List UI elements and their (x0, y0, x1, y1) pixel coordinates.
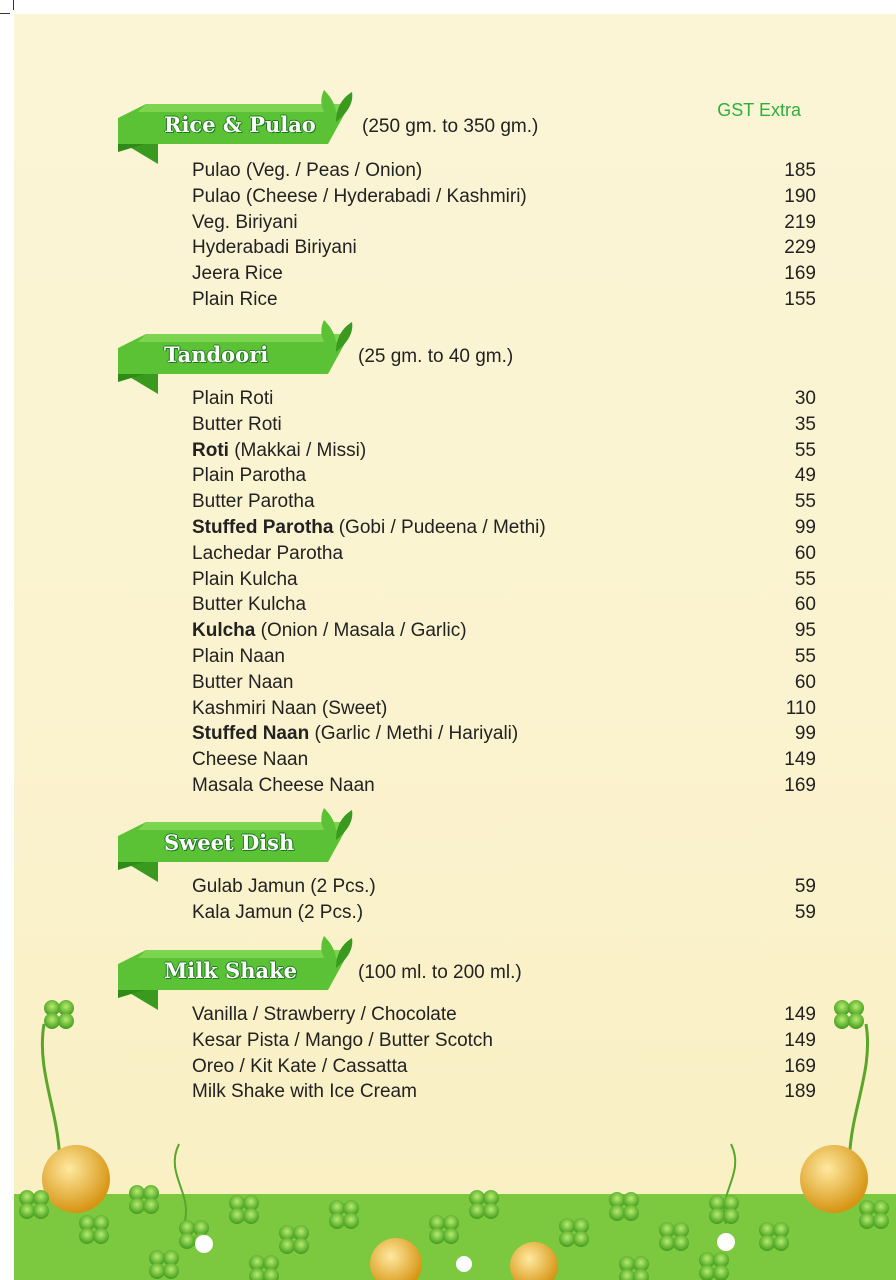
item-price: 190 (784, 185, 816, 207)
item-name: Kulcha (Onion / Masala / Garlic) (192, 620, 467, 642)
item-price: 55 (794, 568, 816, 590)
item-name: Butter Kulcha (192, 594, 307, 616)
menu-item (118, 696, 816, 722)
menu-item (118, 1079, 816, 1105)
item-name: Plain Naan (192, 645, 285, 667)
item-name: Butter Naan (192, 671, 294, 693)
item-name: Plain Kulcha (192, 568, 298, 590)
menu-item (118, 261, 816, 287)
item-name: Roti (Makkai / Missi) (192, 439, 367, 461)
item-price: 55 (794, 491, 816, 513)
menu-item (118, 773, 816, 799)
menu-item (118, 489, 816, 515)
leaf-icon (316, 806, 356, 842)
crop-mark (0, 13, 10, 14)
item-price: 55 (794, 439, 816, 461)
item-name: Pulao (Veg. / Peas / Onion) (192, 160, 423, 181)
section-tandoori (118, 320, 816, 799)
menu-item (118, 1054, 816, 1080)
item-price: 99 (794, 723, 816, 745)
menu-item (118, 670, 816, 696)
item-price: 30 (794, 388, 816, 409)
menu-item-list (118, 158, 816, 313)
leaf-icon (316, 934, 356, 970)
item-price: 59 (794, 876, 816, 897)
item-price: 169 (784, 1055, 816, 1077)
menu-item (118, 438, 816, 464)
leaf-icon (316, 318, 356, 354)
menu-item (118, 900, 816, 926)
item-name: Butter Roti (192, 413, 282, 435)
section-banner (118, 90, 368, 150)
menu-item (118, 158, 816, 184)
item-name: Milk Shake with Ice Cream (192, 1081, 417, 1103)
item-name: Jeera Rice (192, 263, 283, 285)
item-name: Plain Roti (192, 388, 274, 409)
item-name: Plain Rice (192, 288, 278, 310)
item-name: Vanilla / Strawberry / Chocolate (192, 1004, 457, 1025)
item-price: 155 (784, 288, 816, 310)
menu-item (118, 592, 816, 618)
menu-item (118, 412, 816, 438)
item-price: 185 (784, 160, 816, 181)
item-name: Oreo / Kit Kate / Cassatta (192, 1055, 408, 1077)
item-name: Plain Parotha (192, 465, 307, 487)
menu-item (118, 567, 816, 593)
item-price: 60 (794, 594, 816, 616)
menu-item (118, 747, 816, 773)
item-price: 219 (784, 211, 816, 233)
menu-item (118, 184, 816, 210)
menu-item (118, 287, 816, 313)
item-name: Kesar Pista / Mango / Butter Scotch (192, 1029, 493, 1051)
menu-item (118, 463, 816, 489)
menu-item (118, 1028, 816, 1054)
item-price: 149 (784, 1029, 816, 1051)
section-milk-shake (118, 936, 816, 1105)
menu-item-list (118, 386, 816, 799)
item-price: 59 (794, 901, 816, 923)
gst-note: GST Extra (717, 100, 801, 120)
menu-page (14, 14, 896, 1280)
section-title: Rice & Pulao (164, 112, 316, 137)
item-price: 169 (784, 263, 816, 285)
item-name: Cheese Naan (192, 749, 309, 771)
section-sweet-dish (118, 808, 816, 926)
item-price: 60 (794, 671, 816, 693)
item-name: Stuffed Naan (Garlic / Methi / Hariyali) (192, 723, 519, 745)
menu-item (118, 618, 816, 644)
menu-item (118, 210, 816, 236)
section-weight-note: (250 gm. to 350 gm.) (362, 116, 539, 137)
menu-item (118, 386, 816, 412)
menu-item (118, 235, 816, 261)
item-price: 189 (784, 1081, 816, 1103)
menu-item (118, 721, 816, 747)
item-price: 55 (794, 645, 816, 667)
item-price: 169 (784, 774, 816, 796)
section-title: Milk Shake (164, 958, 298, 983)
menu-item (118, 1002, 816, 1028)
item-name: Kala Jamun (2 Pcs.) (192, 901, 364, 923)
menu-item (118, 874, 816, 900)
item-price: 149 (784, 1004, 816, 1025)
section-title: Tandoori (164, 342, 269, 367)
item-name: Hyderabadi Biriyani (192, 237, 357, 259)
item-name: Veg. Biriyani (192, 211, 298, 233)
section-banner (118, 936, 368, 996)
item-name: Butter Parotha (192, 491, 315, 513)
menu-item (118, 515, 816, 541)
menu-item (118, 644, 816, 670)
item-name: Masala Cheese Naan (192, 774, 375, 796)
item-price: 35 (794, 413, 816, 435)
menu-item (118, 541, 816, 567)
section-banner (118, 808, 368, 868)
section-weight-note: (25 gm. to 40 gm.) (358, 346, 514, 367)
item-name: Stuffed Parotha (Gobi / Pudeena / Methi) (192, 516, 546, 538)
item-price: 229 (784, 237, 816, 259)
item-price: 99 (794, 516, 816, 538)
item-price: 110 (785, 697, 816, 719)
item-price: 95 (794, 620, 816, 642)
item-price: 49 (794, 465, 816, 487)
menu-item-list (118, 1002, 816, 1105)
item-name: Gulab Jamun (2 Pcs.) (192, 876, 376, 897)
item-name: Pulao (Cheese / Hyderabadi / Kashmiri) (192, 185, 527, 207)
section-rice-pulao (118, 90, 816, 313)
section-title: Sweet Dish (164, 830, 295, 855)
item-price: 149 (784, 749, 816, 771)
item-price: 60 (794, 542, 816, 564)
menu-item-list (118, 874, 816, 926)
crop-mark (13, 0, 14, 10)
leaf-icon (316, 88, 356, 124)
item-name: Kashmiri Naan (Sweet) (192, 697, 388, 719)
item-name: Lachedar Parotha (192, 542, 344, 564)
section-weight-note: (100 ml. to 200 ml.) (358, 962, 522, 983)
section-banner (118, 320, 368, 380)
